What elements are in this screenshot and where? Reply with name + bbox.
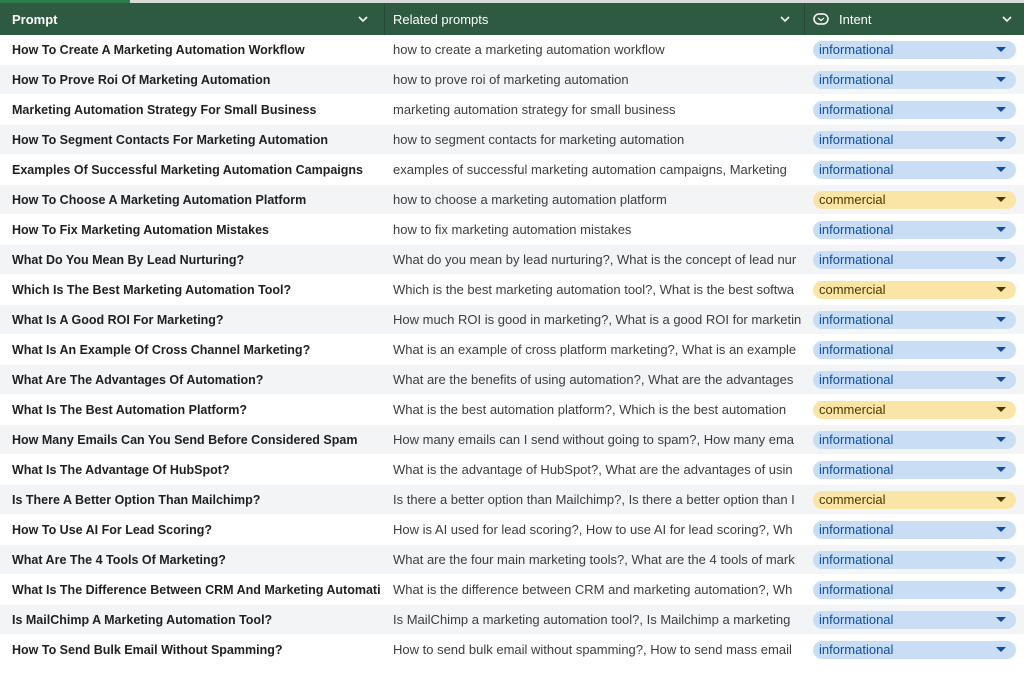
intent-cell: [805, 95, 1024, 125]
column-header-related[interactable]: [385, 3, 805, 35]
chevron-down-icon[interactable]: [1000, 12, 1014, 26]
related-prompts-cell[interactable]: What is the best automation platform?, Which is the best automation: [393, 402, 787, 417]
intent-chip-label: informational: [819, 132, 894, 147]
intent-cell: [805, 245, 1024, 275]
table-row: [0, 425, 1024, 455]
intent-chip-label: informational: [819, 432, 894, 447]
caret-down-icon[interactable]: [996, 527, 1006, 532]
caret-down-icon[interactable]: [996, 77, 1006, 82]
table-row: [0, 485, 1024, 515]
prompt-cell[interactable]: What Is The Advantage Of HubSpot?: [12, 462, 230, 477]
table-row: [0, 95, 1024, 125]
intent-dropdown-chip[interactable]: [813, 551, 1016, 569]
intent-cell: [805, 275, 1024, 305]
intent-cell: [805, 485, 1024, 515]
intent-chip-label: informational: [819, 162, 894, 177]
caret-down-icon[interactable]: [996, 317, 1006, 322]
intent-cell: [805, 215, 1024, 245]
related-prompts-cell[interactable]: how to prove roi of marketing automation: [393, 72, 629, 87]
related-prompts-cell[interactable]: Is there a better option than Mailchimp?, Is there a better option than I: [393, 492, 795, 507]
table-row: [0, 65, 1024, 95]
caret-down-icon[interactable]: [996, 437, 1006, 442]
prompt-cell[interactable]: Is MailChimp A Marketing Automation Tool?: [12, 612, 273, 627]
prompt-cell[interactable]: Marketing Automation Strategy For Small Business: [12, 102, 317, 117]
intent-cell: [805, 185, 1024, 215]
related-prompts-cell[interactable]: How many emails can I send without going to spam?, How many ema: [393, 432, 795, 447]
intent-dropdown-chip[interactable]: [813, 431, 1016, 449]
table-row: [0, 365, 1024, 395]
table-row: [0, 545, 1024, 575]
table-row: [0, 185, 1024, 215]
intent-cell: [805, 305, 1024, 335]
related-prompts-cell[interactable]: What are the four main marketing tools?, What are the 4 tools of mark: [393, 552, 795, 567]
prompt-cell[interactable]: What Is The Best Automation Platform?: [12, 402, 247, 417]
related-prompts-cell[interactable]: How much ROI is good in marketing?, What is a good ROI for marketin: [393, 312, 802, 327]
intent-chip-label: informational: [819, 372, 894, 387]
caret-down-icon[interactable]: [996, 587, 1006, 592]
intent-dropdown-chip[interactable]: [813, 641, 1016, 659]
caret-down-icon[interactable]: [996, 347, 1006, 352]
related-prompts-cell[interactable]: How is AI used for lead scoring?, How to use AI for lead scoring?, Wh: [393, 522, 793, 537]
intent-cell: [805, 545, 1024, 575]
intent-chip-label: commercial: [819, 492, 886, 507]
table-body: [0, 35, 1024, 665]
prompt-cell[interactable]: How To Fix Marketing Automation Mistakes: [12, 222, 269, 237]
prompt-cell[interactable]: How To Use AI For Lead Scoring?: [12, 522, 213, 537]
table-row: [0, 605, 1024, 635]
caret-down-icon[interactable]: [996, 647, 1006, 652]
related-prompts-cell[interactable]: What is an example of cross platform marketing?, What is an example: [393, 342, 797, 357]
intent-dropdown-chip[interactable]: [813, 521, 1016, 539]
intent-cell: [805, 635, 1024, 665]
chevron-down-icon[interactable]: [356, 12, 370, 26]
caret-down-icon[interactable]: [996, 377, 1006, 382]
column-header-label: Prompt: [12, 11, 58, 27]
column-header-label: Related prompts: [393, 11, 489, 27]
table-row: [0, 125, 1024, 155]
prompt-cell[interactable]: What Are The 4 Tools Of Marketing?: [12, 552, 226, 567]
intent-chip-label: informational: [819, 102, 894, 117]
intent-chip-label: informational: [819, 252, 894, 267]
caret-down-icon[interactable]: [996, 167, 1006, 172]
intent-chip-label: informational: [819, 612, 894, 627]
prompt-cell[interactable]: What Is A Good ROI For Marketing?: [12, 312, 224, 327]
intent-cell: [805, 155, 1024, 185]
caret-down-icon[interactable]: [996, 407, 1006, 412]
prompt-cell[interactable]: How To Segment Contacts For Marketing Automation: [12, 132, 328, 147]
prompt-cell[interactable]: What Are The Advantages Of Automation?: [12, 372, 264, 387]
prompt-cell[interactable]: What Is An Example Of Cross Channel Marketing?: [12, 342, 311, 357]
table-row: [0, 635, 1024, 665]
intent-cell: [805, 65, 1024, 95]
intent-dropdown-chip[interactable]: [813, 341, 1016, 359]
intent-cell: [805, 575, 1024, 605]
caret-down-icon[interactable]: [996, 467, 1006, 472]
prompt-cell[interactable]: What Do You Mean By Lead Nurturing?: [12, 252, 245, 267]
intent-cell: [805, 125, 1024, 155]
intent-cell: [805, 365, 1024, 395]
prompt-cell[interactable]: Is There A Better Option Than Mailchimp?: [12, 492, 261, 507]
related-prompts-cell[interactable]: What are the benefits of using automation?, What are the advantages: [393, 372, 794, 387]
intent-chip-label: informational: [819, 582, 894, 597]
intent-dropdown-chip[interactable]: [813, 491, 1016, 509]
intent-dropdown-chip[interactable]: [813, 191, 1016, 209]
intent-dropdown-chip[interactable]: [813, 581, 1016, 599]
related-prompts-cell[interactable]: how to create a marketing automation workflow: [393, 42, 665, 57]
table-row: [0, 335, 1024, 365]
prompt-cell[interactable]: How To Prove Roi Of Marketing Automation: [12, 72, 271, 87]
caret-down-icon[interactable]: [996, 287, 1006, 292]
related-prompts-cell[interactable]: What is the advantage of HubSpot?, What are the advantages of usin: [393, 462, 793, 477]
prompt-cell[interactable]: What Is The Difference Between CRM And Marketing Automati: [12, 582, 381, 597]
caret-down-icon[interactable]: [996, 227, 1006, 232]
caret-down-icon[interactable]: [996, 137, 1006, 142]
intent-cell: [805, 425, 1024, 455]
prompt-cell[interactable]: How To Send Bulk Email Without Spamming?: [12, 642, 283, 657]
dropdown-chip-icon: [813, 13, 829, 25]
related-prompts-cell[interactable]: What do you mean by lead nurturing?, What is the concept of lead nur: [393, 252, 797, 267]
intent-dropdown-chip[interactable]: [813, 71, 1016, 89]
intent-dropdown-chip[interactable]: [813, 611, 1016, 629]
table-row: [0, 455, 1024, 485]
intent-chip-label: informational: [819, 462, 894, 477]
table-row: [0, 305, 1024, 335]
table-header: [0, 3, 1024, 35]
table-row: [0, 275, 1024, 305]
table-row: [0, 245, 1024, 275]
prompt-cell[interactable]: Which Is The Best Marketing Automation Tool?: [12, 282, 292, 297]
intent-dropdown-chip[interactable]: [813, 461, 1016, 479]
table-row: [0, 215, 1024, 245]
column-header-intent[interactable]: [805, 3, 1024, 35]
table-row: [0, 395, 1024, 425]
intent-dropdown-chip[interactable]: [813, 371, 1016, 389]
intent-dropdown-chip[interactable]: [813, 131, 1016, 149]
column-header-label: Intent: [839, 11, 872, 27]
intent-cell: [805, 335, 1024, 365]
intent-chip-label: commercial: [819, 192, 886, 207]
intent-cell: [805, 395, 1024, 425]
related-prompts-cell[interactable]: How to send bulk email without spamming?, How to send mass email: [393, 642, 792, 657]
caret-down-icon[interactable]: [996, 497, 1006, 502]
caret-down-icon[interactable]: [996, 47, 1006, 52]
intent-dropdown-chip[interactable]: [813, 101, 1016, 119]
prompt-cell[interactable]: Examples Of Successful Marketing Automation Campaigns: [12, 162, 364, 177]
table-row: [0, 515, 1024, 545]
intent-cell: [805, 515, 1024, 545]
related-prompts-cell[interactable]: Which is the best marketing automation tool?, What is the best softwa: [393, 282, 795, 297]
intent-chip-label: commercial: [819, 282, 886, 297]
related-prompts-cell[interactable]: how to fix marketing automation mistakes: [393, 222, 632, 237]
chevron-down-icon[interactable]: [778, 12, 792, 26]
intent-chip-label: informational: [819, 42, 894, 57]
related-prompts-cell[interactable]: examples of successful marketing automation campaigns, Marketing: [393, 162, 787, 177]
caret-down-icon[interactable]: [996, 257, 1006, 262]
intent-dropdown-chip[interactable]: [813, 251, 1016, 269]
related-prompts-cell[interactable]: marketing automation strategy for small business: [393, 102, 676, 117]
table-row: [0, 35, 1024, 65]
intent-chip-label: commercial: [819, 402, 886, 417]
caret-down-icon[interactable]: [996, 617, 1006, 622]
prompt-cell[interactable]: How To Create A Marketing Automation Workflow: [12, 42, 305, 57]
table-row: [0, 575, 1024, 605]
prompt-cell[interactable]: How To Choose A Marketing Automation Platform: [12, 192, 307, 207]
related-prompts-cell[interactable]: What is the difference between CRM and marketing automation?, Wh: [393, 582, 793, 597]
intent-cell: [805, 605, 1024, 635]
intent-chip-label: informational: [819, 522, 894, 537]
intent-cell: [805, 455, 1024, 485]
intent-chip-label: informational: [819, 312, 894, 327]
intent-dropdown-chip[interactable]: [813, 281, 1016, 299]
related-prompts-cell[interactable]: Is MailChimp a marketing automation tool?, Is Mailchimp a marketing: [393, 612, 791, 627]
caret-down-icon[interactable]: [996, 107, 1006, 112]
intent-chip-label: informational: [819, 342, 894, 357]
column-header-prompt[interactable]: [0, 3, 385, 35]
intent-chip-label: informational: [819, 642, 894, 657]
intent-chip-label: informational: [819, 552, 894, 567]
intent-dropdown-chip[interactable]: [813, 41, 1016, 59]
table-row: [0, 155, 1024, 185]
related-prompts-cell[interactable]: how to segment contacts for marketing automation: [393, 132, 685, 147]
intent-dropdown-chip[interactable]: [813, 161, 1016, 179]
caret-down-icon[interactable]: [996, 557, 1006, 562]
intent-chip-label: informational: [819, 222, 894, 237]
intent-dropdown-chip[interactable]: [813, 401, 1016, 419]
related-prompts-cell[interactable]: how to choose a marketing automation platform: [393, 192, 667, 207]
intent-dropdown-chip[interactable]: [813, 221, 1016, 239]
intent-chip-label: informational: [819, 72, 894, 87]
intent-dropdown-chip[interactable]: [813, 311, 1016, 329]
caret-down-icon[interactable]: [996, 197, 1006, 202]
intent-cell: [805, 35, 1024, 65]
prompt-cell[interactable]: How Many Emails Can You Send Before Considered Spam: [12, 432, 358, 447]
